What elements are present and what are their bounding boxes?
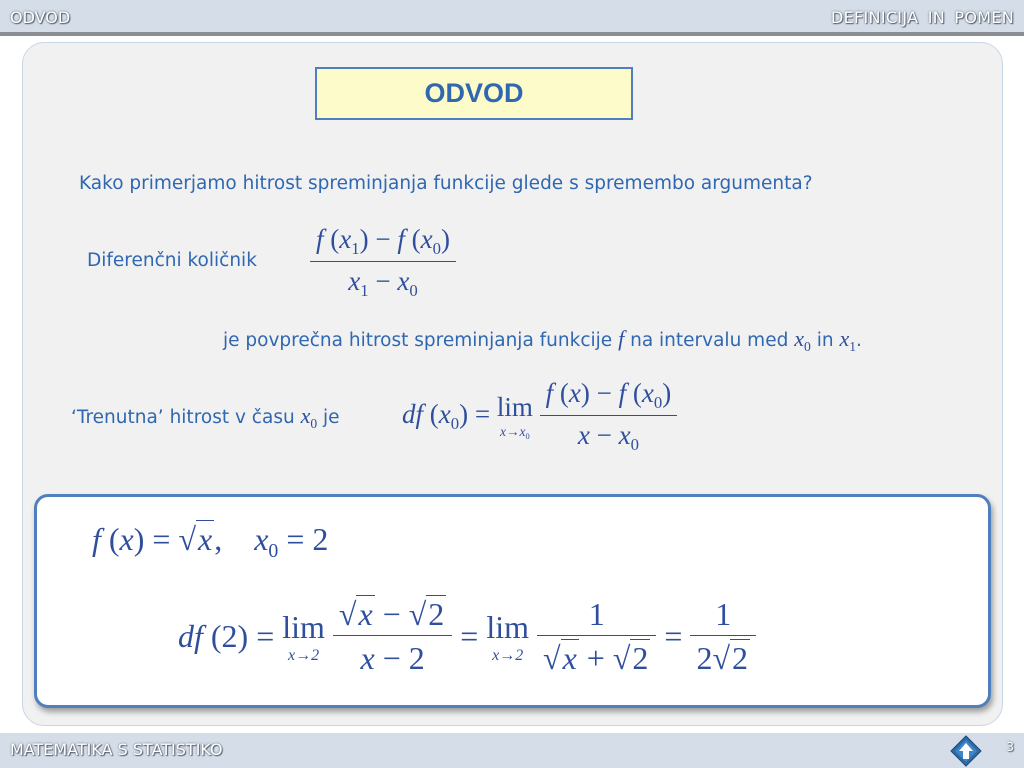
up-arrow-icon [950,735,982,767]
instantaneous-rate-label: ‘Trenutna’ hitrost v času $x_0$ je [71,403,340,431]
header-topic: DEFINICIJA IN POMEN [831,8,1014,27]
example-x0-value: 2 [312,521,329,557]
instantaneous-label-before: ‘Trenutna’ hitrost v času [71,407,295,428]
average-rate-text-end: . [856,330,862,351]
average-rate-text-middle: na intervalu med [630,330,789,351]
page-number: 3 [1006,740,1014,754]
slide-title: ODVOD [315,67,633,120]
footer-bar [0,733,1024,768]
average-rate-sentence: je povprečna hitrost spreminjanja funkcije f na intervalu med $x_0$ in $x_1$. [223,326,862,354]
derivative-definition-formula: df $(x_0)$ = lim $x\to x_0$ $\frac{f (x) - f (x_0)}{x - x_0}$ [402,378,677,455]
difference-quotient-formula: $\frac{f (x_1) - f (x_0)}{x_1 - x_0}$ [310,224,456,301]
header-section-title: ODVOD [10,8,71,27]
difference-quotient-label: Diferenčni količnik [87,250,257,271]
header-bar [0,0,1024,36]
example-function-definition: f (x) = √x, $x_0 = 2$ [92,521,329,562]
footer-course-title: MATEMATIKA S STATISTIKO [10,740,223,759]
question-text: Kako primerjamo hitrost spreminjanja funkcije glede s spremembo argumenta? [79,173,813,194]
up-arrow-nav-button[interactable] [950,735,982,767]
instantaneous-label-after: je [323,407,340,428]
example-derivative-computation: df (2) = lim x→2 $\frac{√x - √2}{x - 2}$ = lim x→2 $\frac{1}{√x + √2}$ = $\frac{1}{2√2}$ [178,596,756,677]
average-rate-text-and: in [816,330,834,351]
average-rate-text-before: je povprečna hitrost spreminjanja funkcije [223,330,613,351]
